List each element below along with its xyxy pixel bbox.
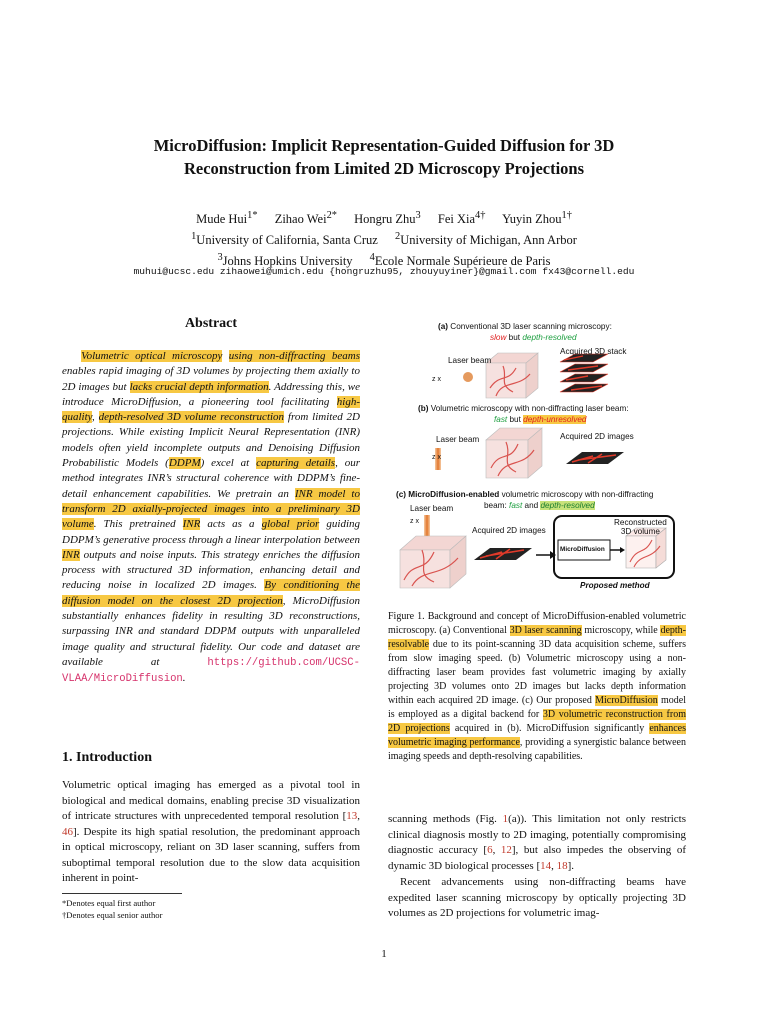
figure-1 xyxy=(388,318,688,598)
acquired-3d-stack-a xyxy=(560,354,608,392)
author-5: Yuyin Zhou xyxy=(502,212,562,227)
panel-c-title: (c) MicroDiffusion-enabled volumetric microscopy with non-diffracting xyxy=(396,490,654,499)
laser-beam-c xyxy=(424,515,430,539)
panel-a-title: (a) Conventional 3D laser scanning microscopy: xyxy=(438,322,612,331)
tissue-cube-a xyxy=(486,353,538,398)
reconstructed-label: Reconstructed 3D volume xyxy=(614,518,667,536)
affiliation-line-1: $^1$University of California, Santa Cruz $^2$University of Michigan, Ann Arbor xyxy=(191,231,577,248)
intro-heading: 1. Introduction xyxy=(62,750,152,765)
acquired-2d-label-b: Acquired 2D images xyxy=(560,432,634,441)
intro-continued-paragraph-2: Recent advancements using non-diffracting beams have expedited laser scanning microscopy by optically projecting 3D volumes as 2D projections for volumetric imag- xyxy=(388,875,686,920)
title-line-1: MicroDiffusion: Implicit Representation-Guided Diffusion for 3D xyxy=(153,136,615,155)
intro-continued-paragraph-1: scanning methods (Fig. 1(a)). This limitation not only restricts clinical diagnosis mostly to 2D imaging, potentially compromising diagnostic accuracy [6, 12], but also impedes the observing of dynamic 3D biological processes [14, 18]. xyxy=(388,813,687,873)
author-emails: muhui@ucsc.edu zihaowei@umich.edu {hongruzhu95, zhouyuyiner}@gmail.com fx43@cornell.edu xyxy=(133,266,635,277)
abstract-text: Volumetric optical microscopy using non-diffracting beams enables rapid imaging of 3D volumes by projecting them axially to 2D images but lacks crucial depth information. Addressing this, we introduce MicroDiffusion, a pioneering tool facilitating high-quality, depth-resolved 3D volume reconstruction from limited 2D projections. While existing Implicit Neural Representation (INR) models often yield incomplete outputs and Denoising Diffusion Probabilistic Models (DDPM) excel at capturing details, our method integrates INR’s structural coherence with DDPM’s fine-detail enhancement capabilities. We pretrain an INR model to transform 2D axially-projected images into a preliminary 3D volume. This pretrained INR acts as a global prior guiding DDPM’s generative process through a linear interpolation between INR outputs and noise inputs. This strategy enriches the diffusion process with structured 3D information, enhancing detail and reducing noise in localized 2D images. By conditioning the diffusion model on the closest 2D projection, MicroDiffusion substantially enhances fidelity in resulting 3D reconstructions, surpassing INR and standard DDPM outputs with unparalleled image quality and structural fidelity. Our code and dataset are available at https://github.com/UCSC-VLAA/MicroDiffusion. xyxy=(62,350,361,686)
author-4: Fei Xia xyxy=(437,212,476,227)
panel-c-subtitle: beam: fast and depth-resolved xyxy=(484,501,595,510)
footnote-equal-first: *Denotes equal first author xyxy=(62,898,156,908)
affiliation-line-2: $^3$Johns Hopkins University $^4$Ecole Normale Supérieure de Paris xyxy=(217,252,551,269)
proposed-method-label: Proposed method xyxy=(580,581,650,590)
tissue-cube-b xyxy=(486,428,542,478)
acquired-2d-slab-b xyxy=(566,452,624,464)
footnotes xyxy=(62,897,162,921)
laser-beam-label-c: Laser beam xyxy=(410,504,454,513)
title-line-2: Reconstruction from Limited 2D Microscopy Projections xyxy=(183,159,585,178)
microdiffusion-label: MicroDiffusion xyxy=(560,546,605,553)
author-names: Mude Hui$^{1*}$ Zihao Wei$^{2*}$ Hongru Zhu$^3$ Fei Xia$^{4\dagger}$ Yuyin Zhou$^{1\dagger}$ xyxy=(196,210,572,227)
github-link[interactable]: https://github.com/UCSC-VLAA/MicroDiffusion xyxy=(62,656,360,686)
laser-beam-label-a: Laser beam xyxy=(448,356,492,365)
tissue-cube-c xyxy=(400,536,466,588)
axis-label-a: z x xyxy=(432,376,441,383)
page-number: 1 xyxy=(381,948,387,960)
acquired-3d-stack-label: Acquired 3D stack xyxy=(560,347,627,356)
panel-b-title: (b) Volumetric microscopy with non-diffracting laser beam: xyxy=(418,404,629,413)
panel-a-subtitle: slow but depth-resolved xyxy=(490,333,577,342)
acquired-2d-slab-c xyxy=(474,548,532,560)
footnote-rule xyxy=(62,893,182,894)
panel-b-subtitle: fast but depth-unresolved xyxy=(494,415,587,424)
laser-beam-label-b: Laser beam xyxy=(436,435,480,444)
figure-1-caption: Figure 1. Background and concept of MicroDiffusion-enabled volumetric microscopy. (a) Conventional 3D laser scanning microscopy, while depth-resolvable due to its point-scanning 3D data acquisition scheme, suffers from slow imaging speed. (b) Volumetric microscopy using a non-diffracting laser beam provides fast volumetric imaging by axially projecting 3D volumes onto 2D images but lacks depth information within each acquired 2D image. (c) Our proposed MicroDiffusion model is employed as a digital backend for 3D volumetric reconstruction from 2D projections acquired in (b). MicroDiffusion significantly enhances volumetric imaging performance, providing a synergistic balance between imaging speeds and depth-resolving capabilities. xyxy=(388,611,686,762)
intro-paragraph: Volumetric optical imaging has emerged as a pivotal tool in biological and medical domains, enabling precise 3D visualization of intricate structures with unprecedented temporal resolution [13, 46]. Despite its high spatial resolution, the predominant approach in optical microscopy, reliant on 3D laser scanning, suffers from suboptimal temporal resolution due to the slow data acquisition inherent in point- xyxy=(62,779,360,884)
author-block xyxy=(60,207,708,270)
acquired-2d-label-c: Acquired 2D images xyxy=(472,526,546,535)
intro-continued xyxy=(388,812,686,922)
author-3: Hongru Zhu xyxy=(354,212,416,227)
axis-label-b: z x xyxy=(432,454,441,461)
author-2: Zihao Wei xyxy=(274,212,327,227)
laser-spot-a xyxy=(463,372,473,382)
axis-label-c: z x xyxy=(410,518,419,525)
abstract-heading: Abstract xyxy=(184,316,238,331)
paper-title xyxy=(60,134,708,180)
footnote-equal-senior: †Denotes equal senior author xyxy=(62,910,163,920)
author-1: Mude Hui xyxy=(196,212,248,227)
